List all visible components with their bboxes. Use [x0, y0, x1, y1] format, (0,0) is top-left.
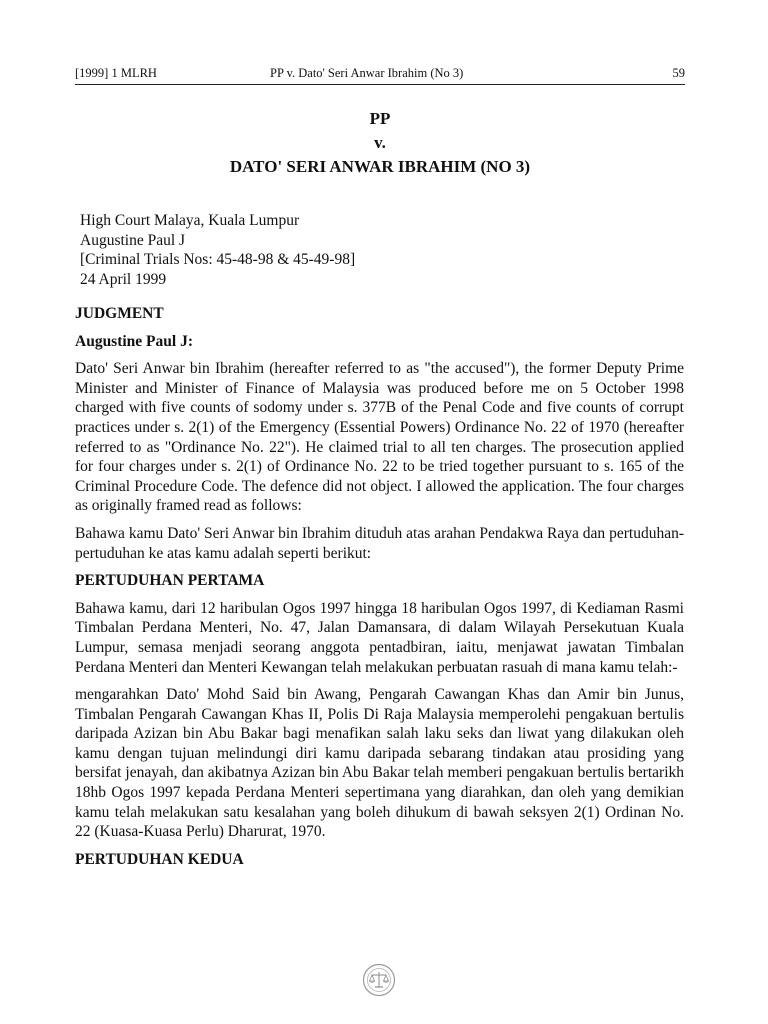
case-title [75, 107, 685, 179]
paragraph-4: mengarahkan Dato' Mohd Said bin Awang, Pengarah Cawangan Khas dan Amir bin Junus, Timbalan Pengarah Cawangan Khas II, Polis Di Raja Malaysia memperolehi pengakuan bertulis daripada Azizan bin Abu Bakar bagi menafikan salah laku seks dan liwat yang dilakukan oleh kamu dengan tujuan melindungi diri kamu daripada sebarang tindakan atau prosiding yang bersifat jenayah, dan akibatnya Azizan bin Abu Bakar telah memberi pengakuan bertulis bertarikh 18hb Ogos 1997 kepada Perdana Menteri sepertimana yang diarahkan, dan oleh yang demikian kamu telah melakukan satu kesalahan yang boleh dihukum di bawah seksyen 2(1) Ordinan No. 22 (Kuasa-Kuasa Perlu) Dharurat, 1970. [75, 686, 684, 841]
header-citation: [1999] 1 MLRH [75, 66, 157, 80]
court-seal-icon [362, 963, 396, 997]
running-header [75, 64, 685, 82]
header-case-name: PP v. Dato' Seri Anwar Ibrahim (No 3) [270, 66, 464, 80]
heading-judgment: JUDGMENT [75, 305, 164, 322]
heading-charge-2: PERTUDUHAN KEDUA [75, 850, 244, 868]
case-title-line-2: v. [374, 133, 386, 152]
paragraph-1: Dato' Seri Anwar bin Ibrahim (hereafter referred to as "the accused"), the former Deputy Prime Minister and Minister of Finance of Malaysia was produced before me on 5 October 1998 charged with five counts of sodomy under s. 377B of the Penal Code and five counts of corrupt practices under s. 2(1) of the Emergency (Essential Powers) Ordinance No. 22 of 1970 (hereafter referred to as "Ordinance No. 22"). He claimed trial to all ten charges. The prosecution applied for four charges under s. 2(1) of Ordinance No. 22 to be tried together pursuant to s. 165 of the Criminal Procedure Code. The defence did not object. I allowed the application. The four charges as originally framed read as follows: [75, 360, 684, 515]
heading-judge: Augustine Paul J: [75, 332, 193, 350]
case-numbers: [Criminal Trials Nos: 45-48-98 & 45-49-98] [80, 251, 356, 269]
judgment-date: 24 April 1999 [80, 270, 167, 288]
case-title-line-3: DATO' SERI ANWAR IBRAHIM (NO 3) [229, 157, 531, 176]
court-name: High Court Malaya, Kuala Lumpur [80, 212, 300, 229]
paragraph-2: Bahawa kamu Dato' Seri Anwar bin Ibrahim dituduh atas arahan Pendakwa Raya dan pertuduhan-pertuduhan ke atas kamu adalah seperti berikut: [75, 524, 684, 562]
header-rule [75, 84, 685, 85]
page-number: 59 [672, 66, 685, 80]
paragraph-3: Bahawa kamu, dari 12 haribulan Ogos 1997 hingga 18 haribulan Ogos 1997, di Kediaman Rasmi Timbalan Perdana Menteri, No. 47, Jalan Damansara, di dalam Wilayah Persekutuan Kuala Lumpur, semasa menjadi seorang anggota pentadbiran, iaitu, menjawat jawatan Timbalan Perdana Menteri dan Menteri Kewangan telah melakukan perbuatan rasuah di mana kamu telah:- [75, 599, 684, 676]
judge-name: Augustine Paul J [80, 231, 186, 249]
judgment-body [75, 304, 684, 877]
case-info [80, 211, 355, 289]
case-title-line-1: PP [369, 109, 391, 128]
heading-charge-1: PERTUDUHAN PERTAMA [75, 572, 265, 590]
